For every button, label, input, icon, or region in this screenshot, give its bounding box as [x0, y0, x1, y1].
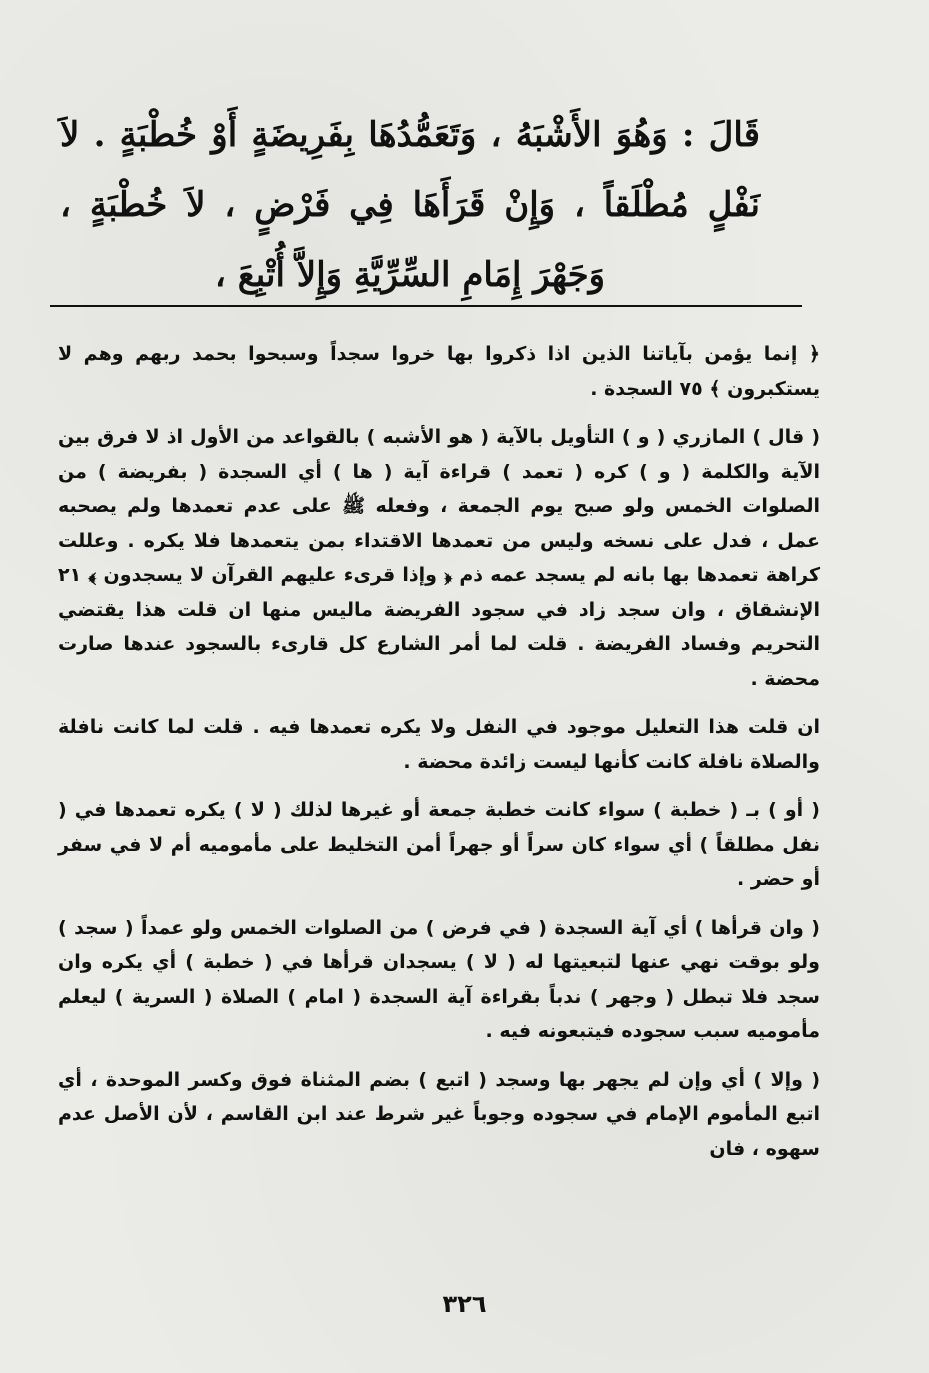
commentary-paragraph-3: ان قلت هذا التعليل موجود في النفل ولا يكره تعمدها فيه . قلت لما كانت نافلة والصلاة نافلة كانت كأنها ليست زائدة محضة . — [58, 716, 820, 773]
commentary-paragraph-6: ( وإلا ) أي وإن لم يجهر بها وسجد ( اتبع ) بضم المثناة فوق وكسر الموحدة ، أي اتبع المأموم الإمام في سجوده وجوباً غير شرط عند ابن القاسم ، لأن الأصل عدم سهوه ، فان — [58, 1068, 820, 1160]
commentary-paragraph-5: ( وان قرأها ) أي آية السجدة ( في فرض ) من الصلوات الخمس ولو عمداً ( سجد ) ولو بوقت نهي عنها لتبعيتها له ( لا ) يسجدان قرأها في ( خطبة ) أي يكره وان سجد فلا تبطل ( وجهر ) ندباً بقراءة آية السجدة ( امام ) الصلاة ( السرية ) ليعلم مأموميه سبب سجوده فيتبعونه فيه . — [58, 916, 820, 1042]
commentary-paragraph-2: ( قال ) المازري ( و ) التأويل بالآية ( هو الأشبه ) بالقواعد من الأول اذ لا فرق بين الآية والكلمة ( و ) كره ( تعمد ) قراءة آية ( ها ) أي السجدة ( بفريضة ) من الصلوات الخمس ولو صبح يوم الجمعة ، وفعله ﷺ على عدم تعمدها ولم يصحبه عمل ، فدل على نسخه وليس من تعمدها الاقتداء بمن يتعمدها فلا يكره . وعللت كراهة تعمدها بها بانه لم يسجد عمه ذم ﴿ وإذا قرىء عليهم القرآن لا يسجدون ﴾ ٢١ الإنشقاق ، وان سجد زاد في سجود الفريضة ماليس منها ان قلت هذا يقتضي التحريم وفساد الفريضة . قلت لما أمر الشارع كل قارىء بالسجود عندها صارت محضة . — [58, 426, 820, 690]
page-number: ٣٢٦ — [442, 1290, 487, 1318]
commentary-paragraph-1: ﴿ إنما يؤمن بآياتنا الذين اذا ذكروا بها خروا سجداً وسبحوا بحمد ربهم وهم لا يستكبرون ﴾ ٧٥ السجدة . — [58, 343, 820, 400]
commentary-sharh — [58, 337, 820, 1180]
main-text-matn: قَالَ : وَهُوَ الأَشْبَهُ ، وَتَعَمُّدُهَا بِفَرِيضَةٍ أَوْ خُطْبَةٍ . لاَ نَفْلٍ مُطْلَقاً ، وَإِنْ قَرَأَهَا فِي فَرْضٍ ، لاَ خُطْبَةٍ ، وَجَهْرَ إِمَامِ السِّرِّيَّةِ وَإِلاَّ أُتْبِعَ ، — [60, 115, 760, 295]
separator-line — [50, 305, 802, 307]
commentary-paragraph-4: ( أو ) بـ ( خطبة ) سواء كانت خطبة جمعة أو غيرها لذلك ( لا ) يكره تعمدها في ( نفل مطلقاً ) أي سواء كان سراً أو جهراً أمن التخليط على مأموميه أم لا في سفر أو حضر . — [58, 799, 820, 890]
